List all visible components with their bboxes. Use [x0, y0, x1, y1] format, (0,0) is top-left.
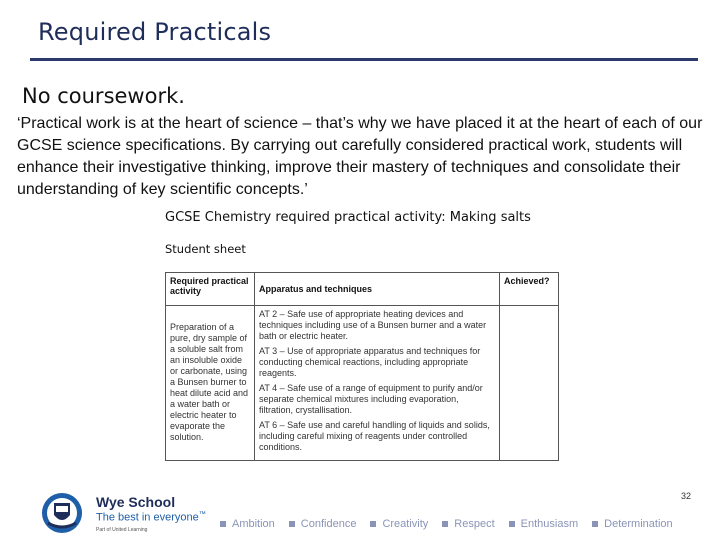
- value-label: Confidence: [300, 518, 357, 530]
- value-item: [442, 518, 494, 530]
- value-label: Respect: [454, 518, 495, 530]
- bullet-square-icon: [592, 521, 598, 527]
- technique-item: AT 2 – Safe use of appropriate heating devices and techniques including use of a Bunsen burner and a water bath or electric heater.: [259, 309, 487, 341]
- slide-subtitle: No coursework.: [22, 84, 185, 108]
- table-row: [166, 306, 559, 461]
- bullet-square-icon: [220, 521, 226, 527]
- trademark: ™: [198, 511, 206, 518]
- page-number: 32: [681, 491, 692, 501]
- value-item: [289, 518, 357, 530]
- activity-description: [166, 306, 255, 461]
- student-sheet-image: [160, 205, 560, 480]
- value-item: [370, 518, 428, 530]
- technique-item: AT 4 – Safe use of a range of equipment to purify and/or separate chemical mixtures including evaporation, filtration, crystallisation.: [259, 383, 483, 415]
- value-item: [220, 518, 275, 530]
- title-divider: [30, 58, 698, 61]
- table-header-row: [166, 273, 559, 306]
- school-name: Wye School: [96, 494, 176, 510]
- sheet-subtitle: Student sheet: [165, 242, 246, 256]
- achieved-cell: [500, 306, 559, 461]
- school-values: [220, 518, 673, 530]
- technique-item: AT 3 – Use of appropriate apparatus and techniques for conducting chemical reactions, including appropriate reagents.: [259, 346, 481, 378]
- motto-text: The best in everyone: [96, 511, 199, 524]
- value-label: Determination: [604, 518, 673, 530]
- school-crest-logo: [38, 491, 86, 535]
- bullet-square-icon: [442, 521, 448, 527]
- techniques-cell: [255, 306, 500, 461]
- school-motto: [96, 511, 206, 524]
- quote-text: ‘Practical work is at the heart of science – that’s why we have placed it at the heart of each of our GCSE science specifications. By carrying out carefully considered practical work, students will enhance their investigative thinking, improve their mastery of techniques and consolidate their understanding of key scientific concepts.’: [17, 115, 703, 198]
- sheet-title: GCSE Chemistry required practical activity: Making salts: [165, 210, 531, 225]
- slide-title: Required Practicals: [38, 18, 272, 46]
- bullet-square-icon: [289, 521, 295, 527]
- technique-item: AT 6 – Safe use and careful handling of liquids and solids, including careful mixing of reagents under controlled conditions.: [259, 420, 490, 452]
- header-required-practical: Required practical activity: [166, 273, 255, 306]
- header-achieved: Achieved?: [500, 273, 559, 306]
- value-label: Ambition: [232, 518, 275, 530]
- bullet-square-icon: [370, 521, 376, 527]
- value-label: Creativity: [382, 518, 429, 530]
- group-text: Part of United Learning: [96, 527, 148, 533]
- value-item: [592, 518, 672, 530]
- activity-text: Preparation of a pure, dry sample of a soluble salt from an insoluble oxide or carbonate, using a Bunsen burner to heat dilute acid and a water bath or electric heater to evaporate the solution.: [170, 322, 249, 442]
- value-label: Enthusiasm: [520, 518, 579, 530]
- header-apparatus: Apparatus and techniques: [255, 273, 500, 306]
- practical-table: [165, 272, 559, 461]
- value-item: [509, 518, 578, 530]
- bullet-square-icon: [509, 521, 515, 527]
